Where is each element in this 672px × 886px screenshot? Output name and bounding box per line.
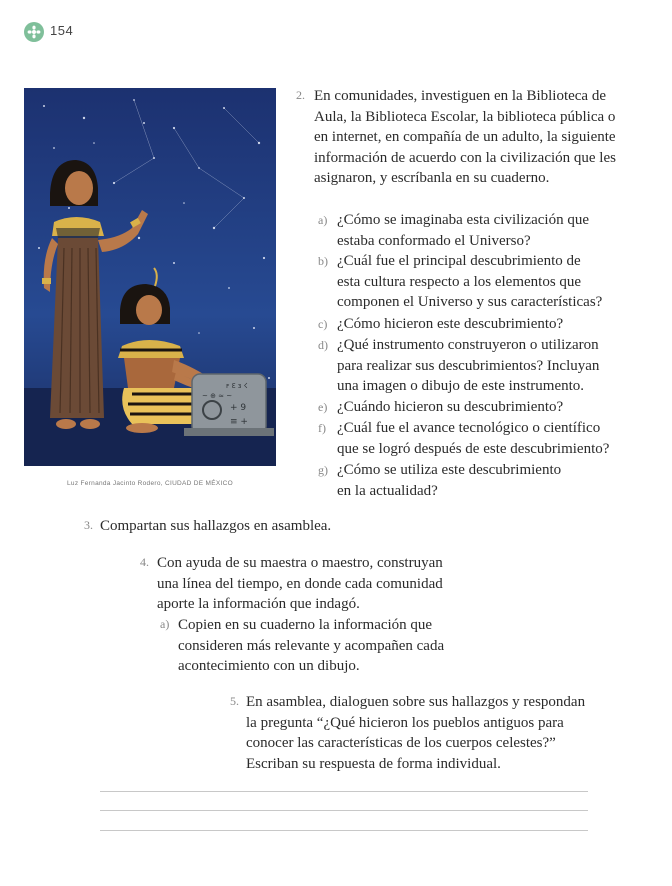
illustration-credit: Luz Fernanda Jacinto Rodero, CIUDAD DE MÉXICO (67, 480, 233, 487)
tablet-glyphs: ꜰ 𐐁 ɜ 𐌂 (226, 382, 248, 390)
question-4a-letter: a) (160, 617, 170, 631)
illustration-egyptian-astronomers (24, 88, 276, 466)
question-2a: a) ¿Cómo se imaginaba esta civilización que estaba conformado el Universo? (318, 212, 589, 249)
question-2b: b) ¿Cuál fue el principal descubrimiento de esta cultura respecto a los elementos que componen el Universo y sus características? (318, 253, 603, 310)
question-2-number: 2. (296, 88, 305, 102)
svg-text:≡ +: ≡ + (230, 417, 248, 427)
page-number: 154 (50, 23, 74, 38)
question-3-number: 3. (84, 518, 93, 532)
question-4-number: 4. (140, 555, 149, 569)
question-3-text: Compartan sus hallazgos en asamblea. (100, 518, 332, 534)
question-2-text: En comunidades, investiguen en la Biblioteca de Aula, la Biblioteca Escolar, la biblioteca pública o en internet, en compañía de un adulto, la siguiente información de acuerdo con la civilización que les asignaron, y escríbanla en su cuaderno. (314, 88, 616, 186)
answer-line-1[interactable] (100, 791, 588, 792)
answer-line-3[interactable] (100, 830, 588, 831)
question-4-text: Con ayuda de su maestra o maestro, construyan una línea del tiempo, en donde cada comunidad aporte la información que indagó. (157, 555, 443, 612)
answer-line-2[interactable] (100, 810, 588, 811)
question-2d: d) ¿Qué instrumento construyeron o utilizaron para realizar sus descubrimientos? Incluyan una imagen o dibujo de este instrumento. (318, 337, 600, 394)
question-2g: g) ¿Cómo se utiliza este descubrimiento en la actualidad? (318, 462, 562, 499)
svg-text:+ 9: + 9 (230, 403, 247, 413)
question-2c: c) ¿Cómo hicieron este descubrimiento? (318, 316, 564, 332)
question-2e: e) ¿Cuándo hicieron su descubrimiento? (318, 399, 564, 415)
flower-badge-icon (24, 22, 44, 42)
svg-text:~ ⊕ ≈ ~: ~ ⊕ ≈ ~ (202, 392, 233, 400)
question-4a-text: Copien en su cuaderno la información que consideren más relevante y acompañen cada acontecimiento con un dibujo. (178, 617, 445, 674)
question-5-number: 5. (230, 694, 239, 708)
question-5-text: En asamblea, dialoguen sobre sus hallazgos y respondan la pregunta “¿Qué hicieron los pueblos antiguos para conocer las características de los cuerpos celestes?” Escriban su respuesta de forma individual. (246, 694, 586, 772)
question-2f: f) ¿Cuál fue el avance tecnológico o científico que se logró después de este descubrimiento? (318, 420, 610, 457)
